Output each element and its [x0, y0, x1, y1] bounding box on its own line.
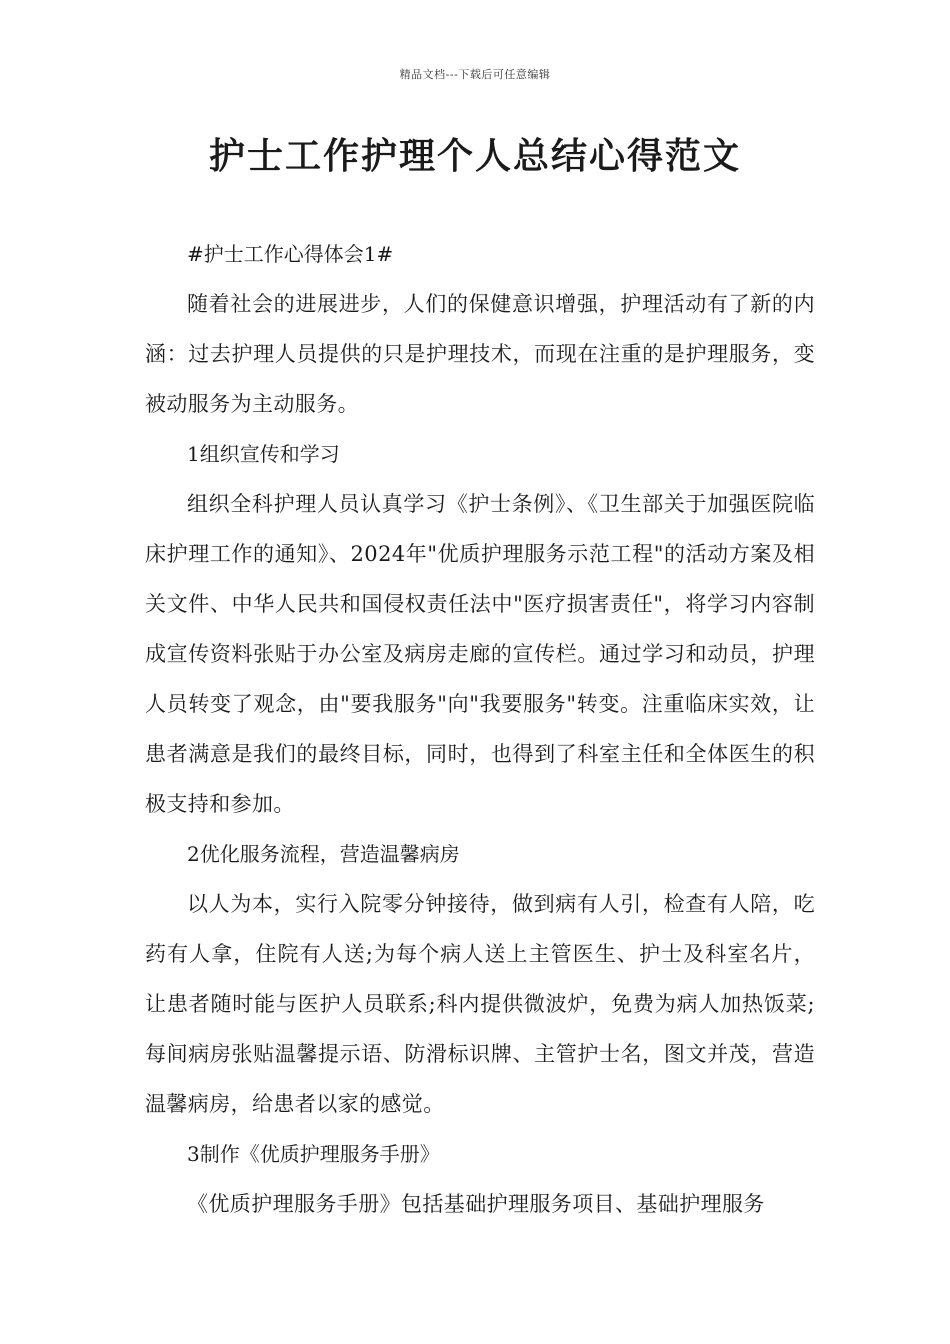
document-title: 护士工作护理个人总结心得范文	[208, 135, 741, 177]
document-body	[145, 229, 815, 1229]
paragraph: 组织全科护理人员认真学习《护士条例》、《卫生部关于加强医院临床护理工作的通知》、2024年"优质护理服务示范工程"的活动方案及相关文件、中华人民共和国侵权责任法中"医疗损害责任"，将学习内容制成宣传资料张贴于办公室及病房走廊的宣传栏。通过学习和动员，护理人员转变了观念，由"要我服务"向"我要服务"转变。注重临床实效，让患者满意是我们的最终目标，同时，也得到了科室主任和全体医生的积极支持和参加。	[145, 492, 815, 816]
section-heading: 3制作《优质护理服务手册》	[187, 1142, 440, 1166]
paragraph: 以人为本，实行入院零分钟接待，做到病有人引，检查有人陪，吃药有人拿，住院有人送;为每个病人送上主管医生、护士及科室名片，让患者随时能与医护人员联系;科内提供微波炉，免费为病人加热饭菜;每间病房张贴温馨提示语、防滑标识牌、主管护士名，图文并茂，营造温馨病房，给患者以家的感觉。	[145, 892, 815, 1116]
paragraph: 随着社会的进展进步，人们的保健意识增强，护理活动有了新的内涵：过去护理人员提供的只是护理技术，而现在注重的是护理服务，变被动服务为主动服务。	[145, 292, 815, 416]
section-heading: 1组织宣传和学习	[187, 442, 340, 466]
section-heading: #护士工作心得体会1#	[187, 242, 394, 266]
paragraph: 《优质护理服务手册》包括基础护理服务项目、基础护理服务	[187, 1192, 765, 1216]
section-heading: 2优化服务流程，营造温馨病房	[187, 842, 460, 866]
header-note: 精品文档---下载后可任意编辑	[399, 68, 551, 81]
